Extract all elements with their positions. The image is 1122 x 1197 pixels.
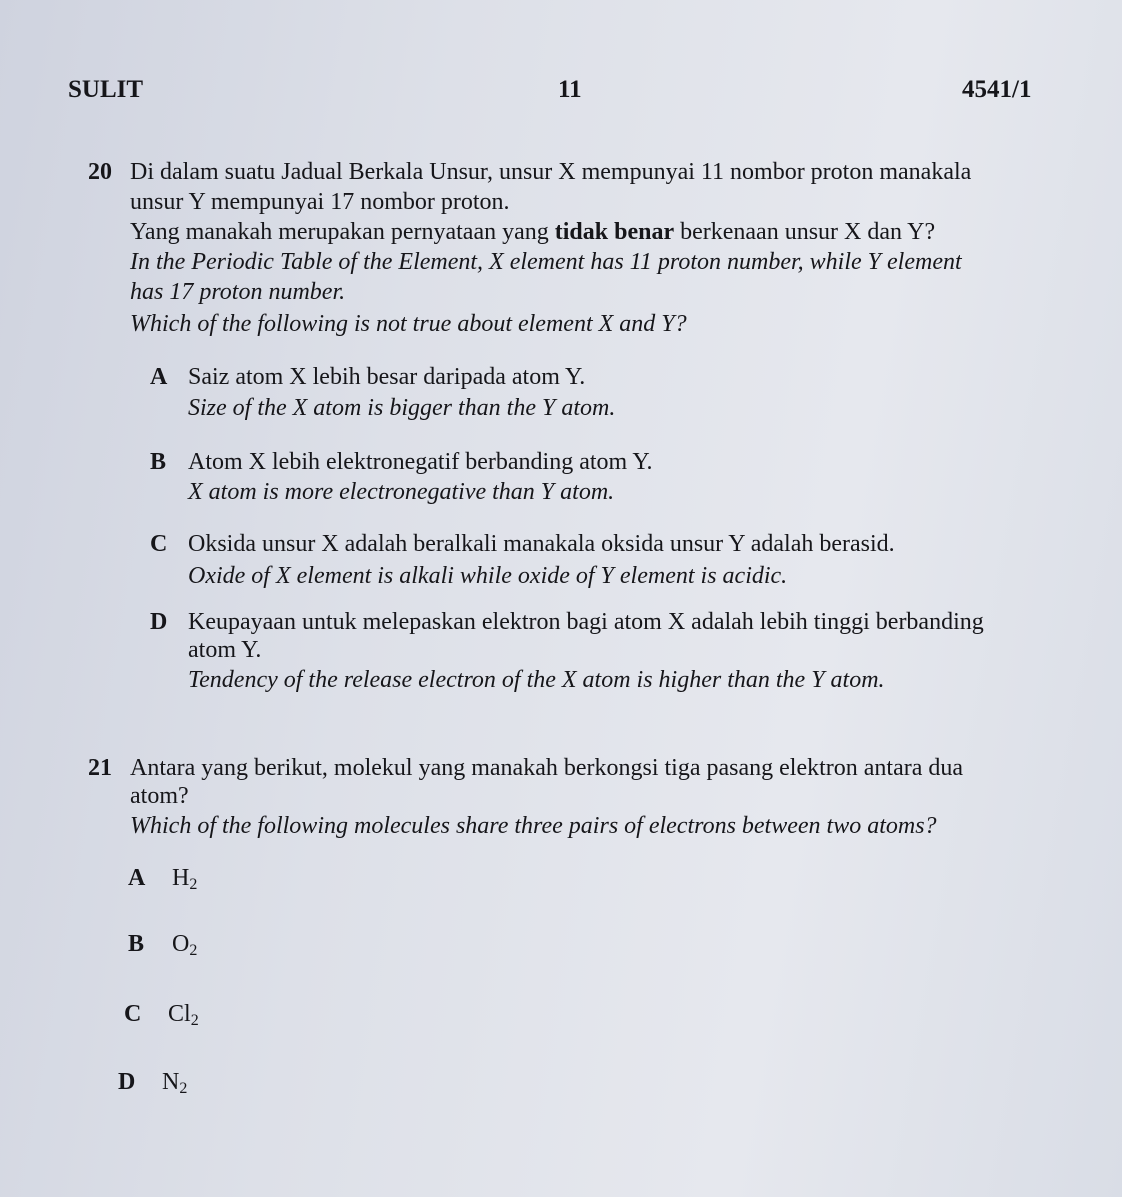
q21-option-d-subscript: 2 [179, 1080, 188, 1097]
q21-en-line1: Which of the following molecules share three pairs of electrons between two atoms? [130, 813, 937, 839]
q21-option-b-formula [172, 930, 197, 965]
q21-option-d-element: N [162, 1069, 180, 1095]
q20-option-a-ms: Saiz atom X lebih besar daripada atom Y. [188, 364, 586, 390]
q21-ms-line2: atom? [130, 783, 189, 809]
q20-option-d-ms-line1: Keupayaan untuk melepaskan elektron bagi atom X adalah lebih tinggi berbanding [188, 609, 984, 635]
q20-option-d-ms-line2: atom Y. [188, 637, 262, 663]
q20-ms-line3-bold: tidak benar [554, 219, 675, 245]
q20-ms-line1: Di dalam suatu Jadual Berkala Unsur, unsur X mempunyai 11 nombor proton manakala [130, 159, 972, 185]
question-20-number: 20 [88, 159, 112, 185]
header-sulit: SULIT [68, 76, 144, 103]
q21-option-c-letter: C [124, 1001, 142, 1027]
q21-option-b-element: O [172, 931, 190, 957]
q21-option-c-formula [168, 1000, 199, 1035]
q21-option-a-letter: A [128, 865, 146, 891]
q21-option-b-subscript: 2 [189, 942, 198, 959]
q20-option-b-letter: B [150, 449, 167, 475]
q20-option-d-en: Tendency of the release electron of the X atom is higher than the Y atom. [188, 667, 885, 693]
q20-en-line3: Which of the following is not true about element X and Y? [130, 311, 687, 337]
q20-option-b-en: X atom is more electronegative than Y atom. [188, 479, 615, 505]
paper-code: 4541/1 [962, 76, 1032, 103]
q20-ms-line3-pre: Yang manakah merupakan pernyataan yang [130, 219, 555, 245]
q21-option-c-subscript: 2 [190, 1012, 199, 1029]
q20-en-line1: In the Periodic Table of the Element, X element has 11 proton number, while Y element [130, 249, 962, 275]
q20-option-b-ms: Atom X lebih elektronegatif berbanding atom Y. [188, 449, 653, 475]
q20-ms-line3-post: berkenaan unsur X dan Y? [674, 219, 936, 245]
q21-option-a-element: H [172, 865, 190, 891]
q21-option-d-letter: D [118, 1069, 136, 1095]
q21-option-c-element: Cl [168, 1001, 191, 1027]
q20-en-line2: has 17 proton number. [130, 279, 346, 305]
q20-option-a-letter: A [150, 364, 168, 390]
page-number: 11 [558, 76, 582, 103]
q21-option-a-formula [172, 864, 197, 899]
question-21-number: 21 [88, 755, 112, 781]
q21-ms-line1: Antara yang berikut, molekul yang manakah berkongsi tiga pasang elektron antara dua [130, 755, 964, 781]
q20-ms-line3 [130, 218, 935, 246]
q21-option-b-letter: B [128, 931, 145, 957]
q20-option-c-ms: Oksida unsur X adalah beralkali manakala oksida unsur Y adalah berasid. [188, 531, 895, 557]
q20-option-c-en: Oxide of X element is alkali while oxide of Y element is acidic. [188, 563, 788, 589]
q21-option-a-subscript: 2 [189, 876, 198, 893]
q20-option-a-en: Size of the X atom is bigger than the Y atom. [188, 395, 616, 421]
q20-option-c-letter: C [150, 531, 168, 557]
q20-option-d-letter: D [150, 609, 168, 635]
q21-option-d-formula [162, 1068, 187, 1103]
q20-ms-line2: unsur Y mempunyai 17 nombor proton. [130, 189, 510, 215]
